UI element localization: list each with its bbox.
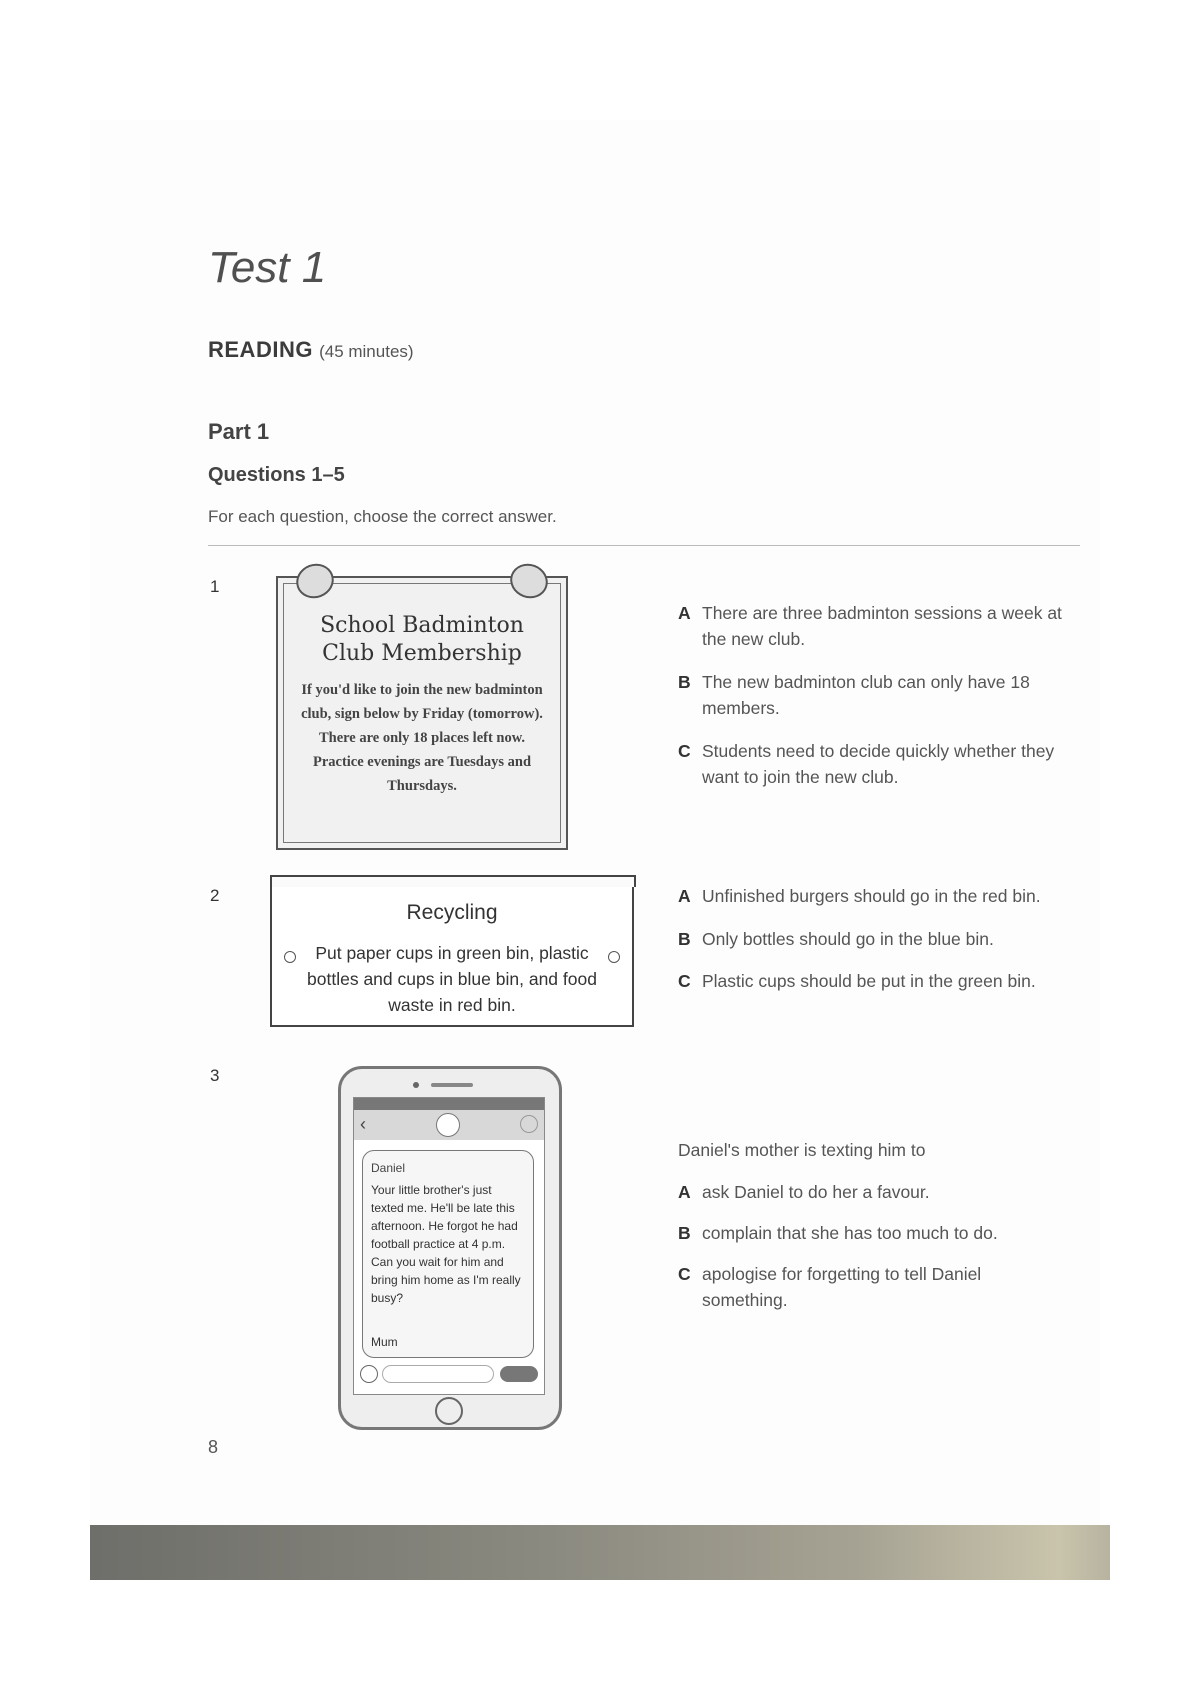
option-text: complain that she has too much to do. (702, 1223, 998, 1243)
screw-icon (608, 951, 620, 963)
q3-options (678, 1137, 1088, 1330)
message-input-bar (360, 1364, 538, 1384)
page-number: 8 (208, 1437, 219, 1457)
question-number-1: 1 (210, 577, 220, 596)
option-c[interactable] (678, 1261, 1042, 1313)
phone-illustration (338, 1066, 562, 1430)
page-title: Test 1 (208, 243, 327, 292)
option-a[interactable] (678, 883, 1088, 909)
option-c[interactable] (678, 738, 1088, 790)
message-field (382, 1365, 494, 1383)
notice-title-line-2: Club Membership (322, 641, 522, 666)
option-text: There are three badminton sessions a week at the new club. (702, 603, 1062, 649)
notice-title (278, 612, 566, 668)
option-text: ask Daniel to do her a favour. (702, 1182, 930, 1202)
part-heading: Part 1 (208, 419, 270, 444)
info-icon (520, 1115, 538, 1133)
badminton-notice (276, 576, 568, 850)
camera-icon (360, 1365, 378, 1383)
camera-icon (413, 1082, 419, 1088)
message-text: Your little brother's just texted me. He'll be late this afternoon. He forgot he had football practice at 4 p.m. Can you wait for him and bring him home as I'm really busy? (371, 1183, 521, 1305)
option-letter: A (678, 886, 691, 906)
notice-body: If you'd like to join the new badminton club, sign below by Friday (tomorrow). There are only 18 places left now. Practice evenings are Tuesdays and Thursdays. (301, 682, 543, 794)
option-letter: C (678, 1264, 691, 1284)
question-number-3: 3 (210, 1066, 220, 1085)
option-letter: B (678, 929, 691, 949)
option-c[interactable] (678, 968, 1088, 994)
section-heading (208, 337, 414, 363)
questions-heading: Questions 1–5 (208, 464, 345, 486)
option-b[interactable] (678, 926, 1088, 952)
home-button (435, 1397, 463, 1425)
option-letter: A (678, 1182, 691, 1202)
option-a[interactable] (678, 1179, 1088, 1205)
divider (208, 545, 1080, 546)
instruction-text: For each question, choose the correct answer. (208, 507, 557, 526)
q1-options (678, 600, 1088, 807)
option-letter: A (678, 603, 691, 623)
q2-options (678, 883, 1088, 1011)
message-bubble (362, 1150, 534, 1358)
option-letter: C (678, 741, 691, 761)
option-text: Plastic cups should be put in the green bin. (702, 971, 1036, 991)
recycling-sign (270, 885, 634, 1027)
section-name: READING (208, 337, 313, 362)
avatar (436, 1113, 460, 1137)
message-sender: Mum (371, 1335, 398, 1349)
send-button (500, 1366, 538, 1382)
question-number-2: 2 (210, 886, 220, 905)
option-a[interactable] (678, 600, 1088, 652)
back-arrow-icon: ‹ (360, 1114, 366, 1134)
screw-icon (284, 951, 296, 963)
section-duration: (45 minutes) (319, 342, 414, 361)
option-letter: C (678, 971, 691, 991)
phone-screen (353, 1097, 545, 1395)
sign-body: Put paper cups in green bin, plastic bottles and cups in blue bin, and food waste in red bin. (307, 943, 597, 1015)
option-text: Only bottles should go in the blue bin. (702, 929, 994, 949)
option-text: The new badminton club can only have 18 members. (702, 672, 1030, 718)
chat-header (354, 1110, 544, 1140)
message-recipient: Daniel (371, 1161, 406, 1175)
option-text: apologise for forgetting to tell Daniel something. (702, 1264, 982, 1310)
speaker-grille (431, 1083, 473, 1087)
option-text: Students need to decide quickly whether they want to join the new club. (702, 741, 1055, 787)
option-b[interactable] (678, 1220, 1088, 1246)
option-text: Unfinished burgers should go in the red bin. (702, 886, 1041, 906)
option-letter: B (678, 1223, 691, 1243)
sign-title: Recycling (406, 901, 498, 924)
option-letter: B (678, 672, 691, 692)
status-bar (354, 1098, 544, 1110)
footer-band (90, 1525, 1110, 1580)
option-b[interactable] (678, 669, 1088, 721)
notice-title-line-1: School Badminton (320, 613, 524, 638)
question-stem: Daniel's mother is texting him to (678, 1140, 926, 1160)
